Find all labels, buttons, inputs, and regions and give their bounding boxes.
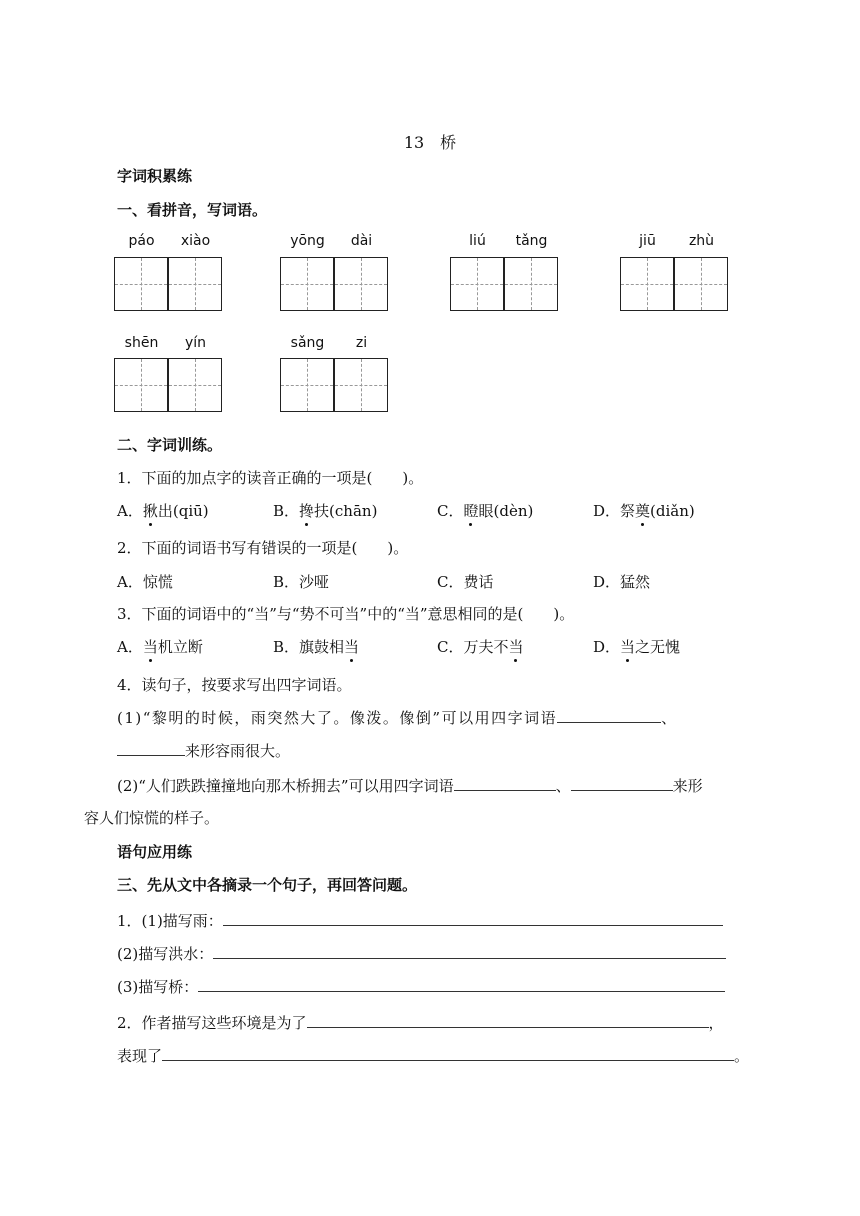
writing-box[interactable] xyxy=(334,257,388,311)
dotted-char: 当 xyxy=(508,638,524,656)
dotted-char: 揪 xyxy=(142,502,158,520)
section-heading-vocabulary: 字词积累练 xyxy=(117,167,193,185)
dotted-char: 搀 xyxy=(299,502,315,520)
option-c[interactable]: C．费话 xyxy=(437,573,494,591)
writing-box[interactable] xyxy=(114,257,168,311)
pinyin-label: liú xyxy=(469,233,486,249)
pinyin-label: yín xyxy=(184,335,207,351)
answer-blank[interactable] xyxy=(557,710,661,723)
page-title: 13 桥 xyxy=(403,133,457,152)
question-2-title: 二、字词训练。 xyxy=(117,436,223,454)
option-d[interactable]: D．当之无愧 xyxy=(593,638,681,656)
describe-flood-line: (2)描写洪水： xyxy=(117,943,726,964)
dotted-char: 当 xyxy=(620,638,636,656)
writing-box[interactable] xyxy=(168,257,222,311)
purpose-line: 2．作者描写这些环境是为了 ， xyxy=(117,1014,724,1032)
writing-box[interactable] xyxy=(450,257,504,311)
option-b[interactable]: B．沙哑 xyxy=(273,573,330,591)
subquestion-4-stem: 4．读句子，按要求写出四字词语。 xyxy=(117,676,352,694)
option-c[interactable]: C．瞪眼(dèn) xyxy=(437,502,534,520)
option-d[interactable]: D．猛然 xyxy=(593,573,651,591)
answer-blank[interactable] xyxy=(198,979,725,992)
pinyin-label: páo xyxy=(128,233,155,249)
question-3-title: 三、先从文中各摘录一个句子，再回答问题。 xyxy=(117,876,418,894)
subquestion-3-stem: 3．下面的词语中的“当”与“势不可当”中的“当”意思相同的是( )。 xyxy=(117,605,575,623)
answer-blank[interactable] xyxy=(307,1015,709,1028)
pinyin-label: zi xyxy=(355,335,368,351)
answer-blank[interactable] xyxy=(213,946,726,959)
pinyin-label: xiào xyxy=(180,233,211,249)
answer-blank[interactable] xyxy=(571,778,673,791)
dotted-char: 瞪 xyxy=(463,502,479,520)
writing-box[interactable] xyxy=(280,358,334,412)
pinyin-label: sǎng xyxy=(290,335,325,351)
writing-box[interactable] xyxy=(674,257,728,311)
option-b[interactable]: B．搀扶(chān) xyxy=(273,502,378,520)
writing-box[interactable] xyxy=(168,358,222,412)
sentence-1-line: (1)“黎明的时候，雨突然大了。像泼。像倒”可以用四字词语 、 xyxy=(117,709,678,727)
answer-blank[interactable] xyxy=(117,743,185,756)
sentence-2-continued: 容人们惊慌的样子。 xyxy=(84,809,220,827)
sentence-1-continued: 来形容雨很大。 xyxy=(117,740,290,761)
section-heading-sentence-application: 语句应用练 xyxy=(117,843,193,861)
option-a[interactable]: A．揪出(qiū) xyxy=(117,502,209,520)
answer-blank[interactable] xyxy=(162,1048,734,1061)
pinyin-label: zhù xyxy=(688,233,715,249)
writing-box[interactable] xyxy=(334,358,388,412)
pinyin-label: shēn xyxy=(124,335,159,351)
option-c[interactable]: C．万夫不当 xyxy=(437,638,524,656)
option-d[interactable]: D．祭奠(diǎn) xyxy=(593,502,695,520)
writing-box[interactable] xyxy=(504,257,558,311)
pinyin-label: dài xyxy=(350,233,373,249)
option-a[interactable]: A．当机立断 xyxy=(117,638,203,656)
question-1-title: 一、看拼音，写词语。 xyxy=(117,201,268,219)
subquestion-2-stem: 2．下面的词语书写有错误的一项是( )。 xyxy=(117,539,409,557)
pinyin-label: tǎng xyxy=(515,233,548,249)
option-b[interactable]: B．旗鼓相当 xyxy=(273,638,360,656)
sentence-2-line: (2)“人们跌跌撞撞地向那木桥拥去”可以用四字词语 、 来形 xyxy=(117,777,703,795)
answer-blank[interactable] xyxy=(223,913,723,926)
writing-box[interactable] xyxy=(280,257,334,311)
expression-line: 表现了 。 xyxy=(117,1047,750,1065)
answer-blank[interactable] xyxy=(454,778,556,791)
pinyin-label: yōng xyxy=(290,233,325,249)
dotted-char: 奠 xyxy=(635,502,651,520)
option-a[interactable]: A．惊慌 xyxy=(117,573,173,591)
writing-box[interactable] xyxy=(114,358,168,412)
dotted-char: 当 xyxy=(142,638,158,656)
describe-bridge-line: (3)描写桥： xyxy=(117,976,725,997)
writing-box[interactable] xyxy=(620,257,674,311)
describe-rain-line: 1．(1)描写雨： xyxy=(117,910,723,931)
subquestion-1-stem: 1．下面的加点字的读音正确的一项是( )。 xyxy=(117,469,424,487)
dotted-char: 当 xyxy=(344,638,360,656)
pinyin-label: jiū xyxy=(639,233,656,249)
